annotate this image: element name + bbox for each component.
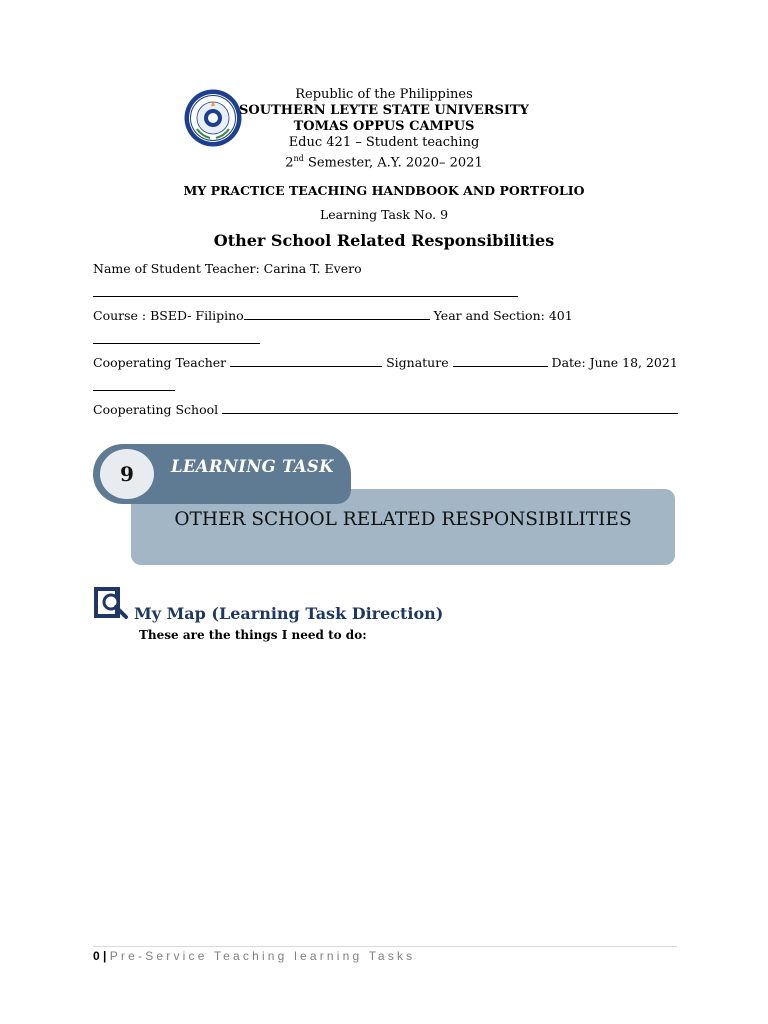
cooperating-school-field: Cooperating School — [93, 402, 678, 418]
footer-rule — [93, 946, 677, 947]
learning-task-number: 9 — [100, 449, 154, 499]
my-map-subtitle: These are the things I need to do: — [139, 628, 367, 642]
task-title: Other School Related Responsibilities — [213, 231, 555, 250]
learning-task-label: LEARNING TASK — [171, 457, 334, 476]
course-field: Course : BSED- Filipino Year and Section: 401 — [93, 308, 573, 323]
header-campus: TOMAS OPPUS CAMPUS — [293, 119, 475, 134]
my-map-title: My Map (Learning Task Direction) — [134, 604, 444, 623]
footer-text: Pre-Service Teaching learning Tasks — [109, 949, 416, 963]
page-number: 0 — [93, 949, 100, 963]
learning-task-box-title: OTHER SCHOOL RELATED RESPONSIBILITIES — [174, 509, 632, 530]
header-republic: Republic of the Philippines — [295, 87, 473, 102]
task-number-line: Learning Task No. 9 — [319, 207, 449, 222]
magnifier-document-icon — [93, 586, 129, 620]
cooperating-teacher-field: Cooperating Teacher Signature Date: June 18, 2021 — [93, 355, 678, 370]
header-university: SOUTHERN LEYTE STATE UNIVERSITY — [239, 103, 529, 118]
blank-line-1 — [93, 285, 518, 301]
blank-line-3 — [93, 379, 175, 395]
student-teacher-field: Name of Student Teacher: Carina T. Evero — [93, 261, 362, 276]
header-semester: 2nd Semester, A.Y. 2020– 2021 — [285, 154, 483, 171]
page-footer: 0 | Pre-Service Teaching learning Tasks — [93, 949, 416, 963]
header-course: Educ 421 – Student teaching — [288, 135, 480, 150]
handbook-title: MY PRACTICE TEACHING HANDBOOK AND PORTFOLIO — [183, 183, 585, 198]
blank-line-2 — [93, 332, 260, 348]
